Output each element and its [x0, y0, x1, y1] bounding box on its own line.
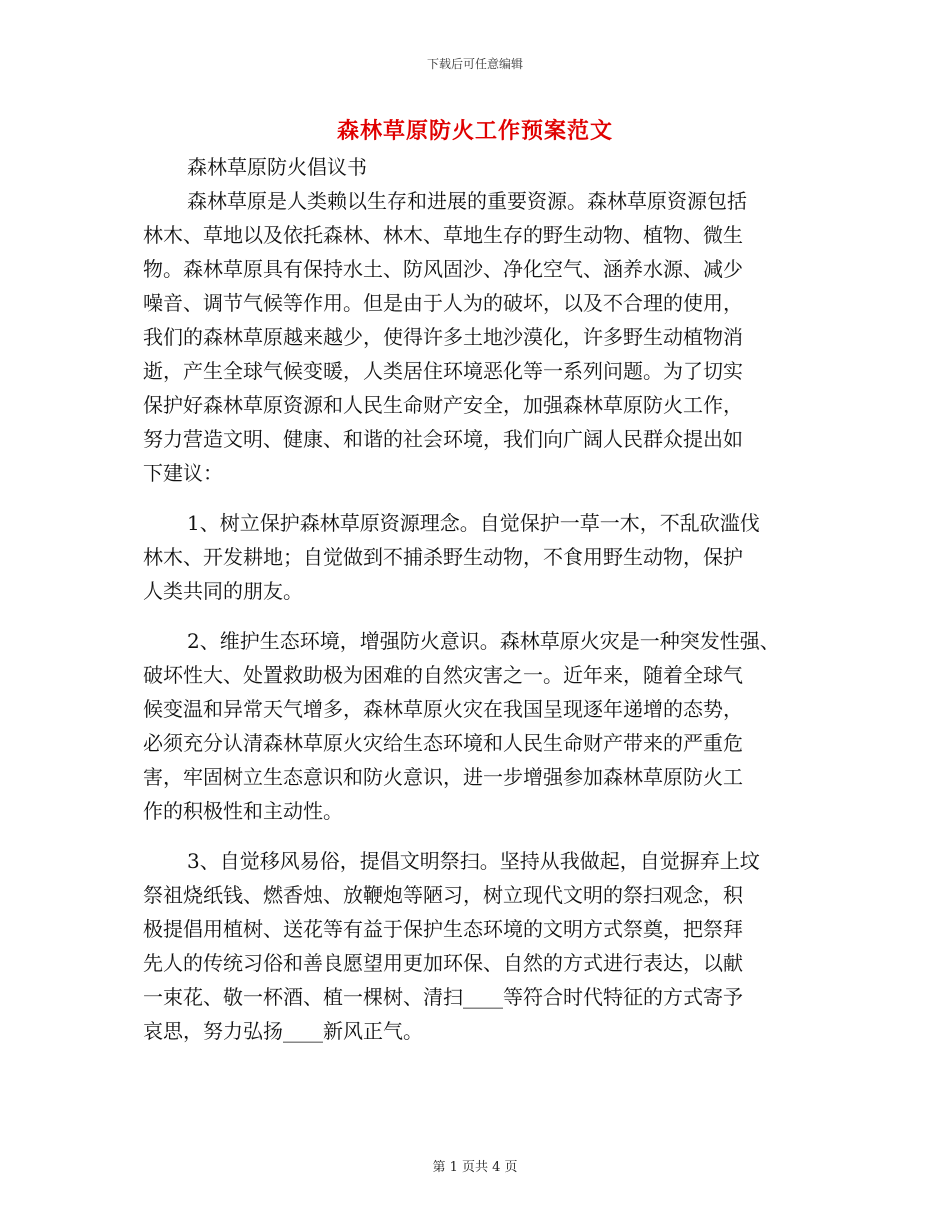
text-line: 作的积极性和主动性。: [143, 799, 343, 823]
paragraph-item-1: [143, 506, 823, 608]
text-line: 人类共同的朋友。: [143, 579, 303, 603]
text-line: 物。森林草原具有保持水土、防风固沙、净化空气、涵养水源、减少: [143, 257, 743, 281]
text-line: 1、树立保护森林草原资源理念。自觉保护一草一木，不乱砍滥伐: [187, 511, 760, 535]
text-line: 3、自觉移风易俗，提倡文明祭扫。坚持从我做起，自觉摒弃上坟: [187, 849, 760, 873]
text-line: 噪音、调节气候等作用。但是由于人为的破坏，以及不合理的使用，: [143, 291, 743, 315]
page-number: 第 1 页共 4 页: [432, 1160, 518, 1175]
text-line: 一束花、敬一杯酒、植一棵树、清扫____等符合时代特征的方式寄予: [143, 985, 743, 1009]
text-line: 祭祖烧纸钱、燃香烛、放鞭炮等陋习，树立现代文明的祭扫观念，积: [143, 883, 743, 907]
text-line: 我们的森林草原越来越少，使得许多土地沙漠化，许多野生动植物消: [143, 325, 743, 349]
paragraph-intro: [143, 184, 823, 490]
text-line: 2、维护生态环境，增强防火意识。森林草原火灾是一种突发性强、: [187, 629, 780, 653]
text-line: 林木、草地以及依托森林、林木、草地生存的野生动物、植物、微生: [143, 223, 743, 247]
text-line: 哀思，努力弘扬____新风正气。: [143, 1019, 423, 1043]
text-line: 努力营造文明、健康、和谐的社会环境，我们向广阔人民群众提出如: [143, 427, 743, 451]
subtitle: 森林草原防火倡议书: [187, 155, 367, 179]
paragraph-item-3: [143, 844, 823, 1048]
header-note: 下载后可任意编辑: [426, 57, 523, 71]
text-line: 候变温和异常天气增多，森林草原火灾在我国呈现逐年递增的态势，: [143, 697, 743, 721]
text-line: 害，牢固树立生态意识和防火意识，进一步增强参加森林草原防火工: [143, 765, 743, 789]
text-line: 保护好森林草原资源和人民生命财产安全，加强森林草原防火工作，: [143, 393, 743, 417]
text-line: 林木、开发耕地；自觉做到不捕杀野生动物，不食用野生动物，保护: [143, 545, 743, 569]
document-body: [143, 150, 823, 1048]
document-title: 森林草原防火工作预案范文: [336, 118, 613, 144]
text-line: 极提倡用植树、送花等有益于保护生态环境的文明方式祭奠，把祭拜: [143, 917, 743, 941]
text-line: 破坏性大、处置救助极为困难的自然灾害之一。近年来，随着全球气: [143, 663, 743, 687]
paragraph-item-2: [143, 624, 823, 828]
text-line: 森林草原是人类赖以生存和进展的重要资源。森林草原资源包括: [187, 189, 747, 213]
text-line: 下建议：: [143, 461, 223, 485]
text-line: 先人的传统习俗和善良愿望用更加环保、自然的方式进行表达，以献: [143, 951, 743, 975]
text-line: 必须充分认清森林草原火灾给生态环境和人民生命财产带来的严重危: [143, 731, 743, 755]
text-line: 逝，产生全球气候变暖，人类居住环境恶化等一系列问题。为了切实: [143, 359, 743, 383]
